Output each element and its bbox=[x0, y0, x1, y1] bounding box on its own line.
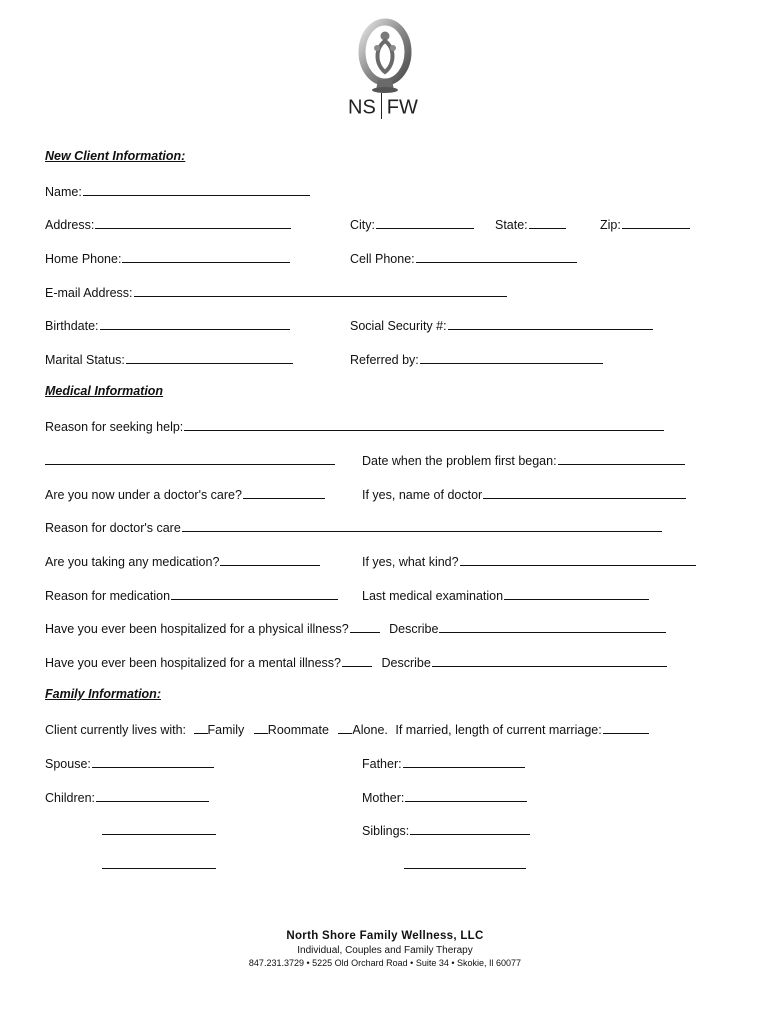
hosp-physical-describe-field[interactable] bbox=[439, 620, 666, 633]
children-extra-field-2[interactable] bbox=[102, 856, 216, 869]
birthdate-row bbox=[45, 317, 290, 333]
medication-kind-row bbox=[362, 553, 696, 569]
footer-tagline: Individual, Couples and Family Therapy bbox=[297, 945, 473, 956]
hosp-physical-label: Have you ever been hospitalized for a physical illness? bbox=[45, 622, 349, 636]
reason-doctor-row bbox=[45, 519, 662, 535]
reason-medication-field[interactable] bbox=[171, 587, 338, 600]
children-extra-row-1 bbox=[102, 822, 216, 838]
logo-ns: NS bbox=[348, 96, 376, 119]
father-field[interactable] bbox=[403, 755, 525, 768]
cell-phone-row bbox=[350, 250, 577, 266]
mother-row bbox=[362, 789, 527, 805]
address-row bbox=[45, 216, 291, 232]
spouse-row bbox=[45, 755, 214, 771]
name-field[interactable] bbox=[83, 183, 310, 196]
last-exam-label: Last medical examination bbox=[362, 589, 504, 603]
roommate-option: Roommate bbox=[267, 723, 329, 737]
children-row bbox=[45, 789, 209, 805]
last-exam-field[interactable] bbox=[504, 587, 649, 600]
name-row bbox=[45, 183, 310, 199]
lives-with-label: Client currently lives with: bbox=[45, 723, 187, 737]
ssn-label: Social Security #: bbox=[350, 319, 447, 333]
name-label: Name: bbox=[45, 185, 82, 199]
father-row bbox=[362, 755, 525, 771]
zip-row bbox=[600, 216, 690, 232]
date-problem-label: Date when the problem first began: bbox=[362, 454, 557, 468]
city-row bbox=[350, 216, 474, 232]
state-field[interactable] bbox=[529, 216, 566, 229]
doctor-name-row bbox=[362, 486, 686, 502]
date-problem-row bbox=[362, 452, 685, 468]
ssn-field[interactable] bbox=[448, 317, 653, 330]
mother-field[interactable] bbox=[405, 789, 527, 802]
home-phone-field[interactable] bbox=[122, 250, 290, 263]
last-exam-row bbox=[362, 587, 649, 603]
lives-with-row bbox=[45, 721, 649, 737]
cell-phone-label: Cell Phone: bbox=[350, 252, 415, 266]
medication-kind-label: If yes, what kind? bbox=[362, 555, 459, 569]
ssn-row bbox=[350, 317, 653, 333]
email-field[interactable] bbox=[134, 284, 507, 297]
medication-row bbox=[45, 553, 320, 569]
siblings-row bbox=[362, 822, 530, 838]
children-extra-row-2 bbox=[102, 856, 216, 872]
birthdate-field[interactable] bbox=[100, 317, 290, 330]
reason-help-row bbox=[45, 418, 664, 434]
siblings-extra-field[interactable] bbox=[404, 856, 526, 869]
family-checkbox-line[interactable] bbox=[194, 721, 208, 734]
medication-label: Are you taking any medication? bbox=[45, 555, 220, 569]
reason-doctor-label: Reason for doctor's care bbox=[45, 521, 181, 535]
marital-field[interactable] bbox=[126, 351, 293, 364]
hosp-physical-row bbox=[45, 620, 666, 636]
siblings-extra-row bbox=[404, 856, 526, 872]
home-phone-row bbox=[45, 250, 290, 266]
state-row bbox=[495, 216, 566, 232]
cell-phone-field[interactable] bbox=[416, 250, 577, 263]
email-label: E-mail Address: bbox=[45, 286, 133, 300]
hosp-physical-describe-label: Describe bbox=[389, 622, 439, 636]
hosp-mental-describe-field[interactable] bbox=[432, 654, 667, 667]
marital-label: Marital Status: bbox=[45, 353, 125, 367]
doctor-name-field[interactable] bbox=[483, 486, 686, 499]
siblings-field[interactable] bbox=[410, 822, 530, 835]
reason-help-continued-field[interactable] bbox=[45, 452, 335, 465]
marital-row bbox=[45, 351, 293, 367]
address-field[interactable] bbox=[95, 216, 291, 229]
section-title-family: Family Information: bbox=[45, 687, 161, 701]
hosp-mental-describe-label: Describe bbox=[381, 656, 431, 670]
reason-medication-row bbox=[45, 587, 338, 603]
hosp-mental-row bbox=[45, 654, 667, 670]
city-field[interactable] bbox=[376, 216, 474, 229]
doctor-care-row bbox=[45, 486, 325, 502]
reason-help-label: Reason for seeking help: bbox=[45, 420, 184, 434]
home-phone-label: Home Phone: bbox=[45, 252, 122, 266]
children-extra-field-1[interactable] bbox=[102, 822, 216, 835]
email-row bbox=[45, 284, 507, 300]
father-label: Father: bbox=[362, 757, 402, 771]
siblings-label: Siblings: bbox=[362, 824, 410, 838]
logo-fw: FW bbox=[386, 96, 418, 119]
doctor-care-field[interactable] bbox=[243, 486, 325, 499]
city-label: City: bbox=[350, 218, 375, 232]
referred-field[interactable] bbox=[420, 351, 603, 364]
birthdate-label: Birthdate: bbox=[45, 319, 99, 333]
alone-checkbox-line[interactable] bbox=[338, 721, 352, 734]
section-title-medical: Medical Information bbox=[45, 384, 164, 398]
reason-medication-label: Reason for medication bbox=[45, 589, 171, 603]
referred-label: Referred by: bbox=[350, 353, 419, 367]
medication-kind-field[interactable] bbox=[460, 553, 696, 566]
married-length-field[interactable] bbox=[603, 721, 649, 734]
state-label: State: bbox=[495, 218, 528, 232]
footer-contact: 847.231.3729 • 5225 Old Orchard Road • Suite 34 • Skokie, Il 60077 bbox=[248, 958, 522, 968]
roommate-checkbox-line[interactable] bbox=[254, 721, 268, 734]
hosp-mental-label: Have you ever been hospitalized for a mental illness? bbox=[45, 656, 342, 670]
footer-company: North Shore Family Wellness, LLC bbox=[286, 930, 484, 942]
referred-row bbox=[350, 351, 603, 367]
hosp-mental-field[interactable] bbox=[342, 654, 372, 667]
section-title-client: New Client Information: bbox=[45, 149, 186, 163]
date-problem-field[interactable] bbox=[558, 452, 685, 465]
married-length-label: If married, length of current marriage: bbox=[395, 723, 602, 737]
logo-wordmark bbox=[348, 95, 418, 121]
children-label: Children: bbox=[45, 791, 96, 805]
reason-help-continued-row bbox=[45, 452, 335, 468]
logo-divider bbox=[381, 93, 382, 119]
children-field[interactable] bbox=[96, 789, 209, 802]
zip-field[interactable] bbox=[622, 216, 690, 229]
zip-label: Zip: bbox=[600, 218, 621, 232]
reason-doctor-field[interactable] bbox=[182, 519, 662, 532]
reason-help-field[interactable] bbox=[184, 418, 664, 431]
hosp-physical-field[interactable] bbox=[350, 620, 380, 633]
family-option: Family bbox=[207, 723, 245, 737]
spouse-label: Spouse: bbox=[45, 757, 91, 771]
address-label: Address: bbox=[45, 218, 95, 232]
mother-label: Mother: bbox=[362, 791, 405, 805]
doctor-care-label: Are you now under a doctor's care? bbox=[45, 488, 242, 502]
doctor-name-label: If yes, name of doctor bbox=[362, 488, 483, 502]
alone-option: Alone. bbox=[352, 723, 388, 737]
medication-field[interactable] bbox=[220, 553, 320, 566]
spouse-field[interactable] bbox=[92, 755, 214, 768]
